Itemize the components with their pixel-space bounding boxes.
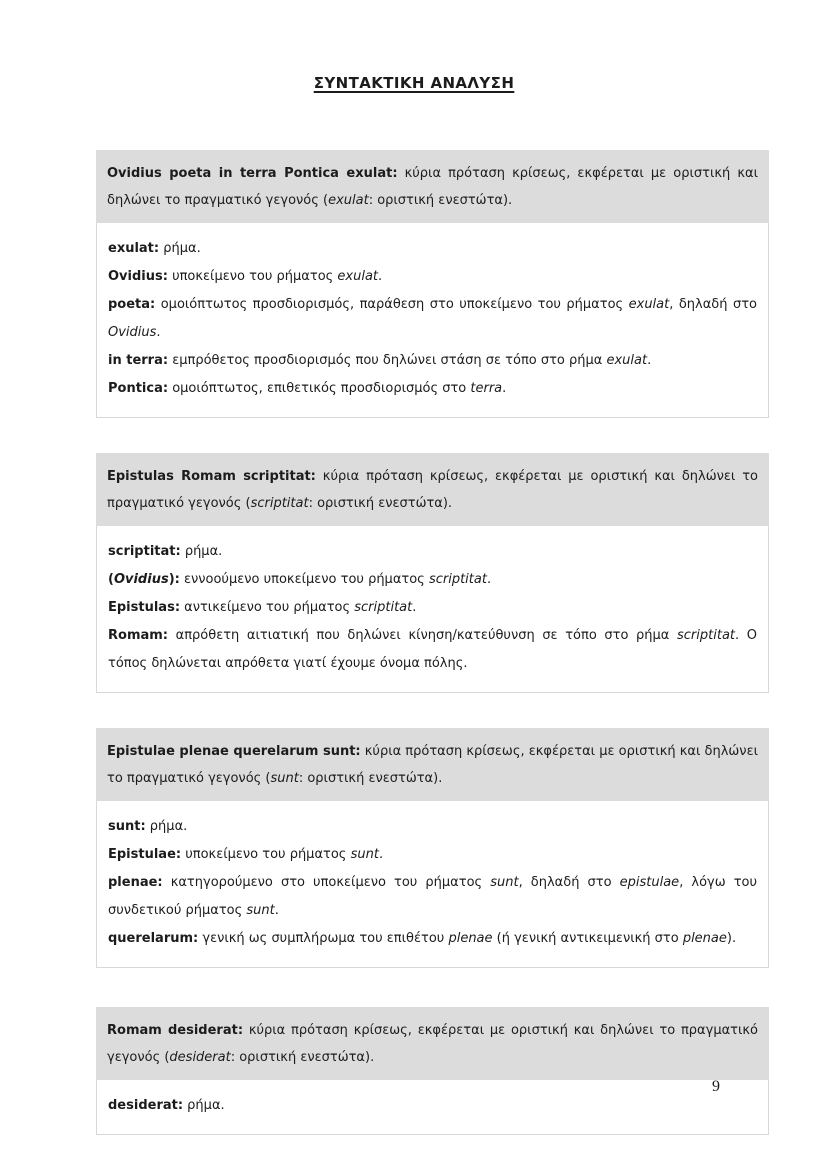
analysis-entry	[108, 594, 757, 622]
text-segment: plenae:	[108, 875, 163, 890]
text-segment: desiderat:	[108, 1098, 184, 1113]
text-segment: exulat	[337, 269, 379, 284]
text-segment: .	[378, 847, 384, 862]
page-title: ΣΥΝΤΑΚΤΙΚΗ ΑΝΑΛΥΣΗ	[313, 74, 515, 92]
text-segment: .	[274, 903, 279, 918]
text-segment: υποκείμενο του ρήματος	[167, 269, 338, 284]
text-segment: sunt:	[108, 819, 146, 834]
text-segment: Epistulae plenae querelarum sunt:	[107, 744, 361, 759]
text-segment: sunt	[350, 847, 379, 862]
text-segment: desiderat	[169, 1050, 231, 1065]
text-segment: sunt	[490, 875, 519, 890]
text-segment: Romam:	[108, 628, 169, 643]
analysis-entry	[108, 235, 757, 263]
text-segment: .	[156, 325, 161, 340]
text-segment: , δηλαδή στο	[518, 875, 620, 890]
text-segment: , δηλαδή στο	[669, 297, 757, 312]
text-segment: : οριστική ενεστώτα).	[298, 771, 443, 786]
text-segment: .	[378, 269, 383, 284]
analysis-entry	[108, 347, 757, 375]
analysis-body-2	[96, 526, 769, 693]
text-segment: κύρια πρόταση κρίσεως, εκφέρεται με οριστική και δηλώνει το πραγματικό γεγονός (	[107, 166, 758, 208]
analysis-blocks	[0, 150, 828, 1135]
analysis-entry	[108, 291, 757, 347]
text-segment: ):	[168, 572, 180, 587]
text-segment: .	[412, 600, 417, 615]
analysis-entry	[108, 263, 757, 291]
text-segment: scriptitat	[428, 572, 487, 587]
text-segment: exulat	[328, 193, 369, 208]
text-segment: querelarum:	[108, 931, 199, 946]
page-number: 9	[712, 1078, 720, 1095]
text-segment: Romam desiderat:	[107, 1023, 244, 1038]
text-segment: Ovidius:	[108, 269, 168, 284]
text-segment: : οριστική ενεστώτα).	[308, 496, 453, 511]
text-segment: plenae	[682, 931, 727, 946]
text-segment: Epistulas:	[108, 600, 181, 615]
text-segment: ομοιόπτωτος, επιθετικός προσδιορισμός στο	[168, 381, 471, 396]
sentence-header-4	[96, 1007, 769, 1080]
analysis-block-2	[96, 453, 769, 693]
text-segment: κατηγορούμενο στο υποκείμενο του ρήματος	[162, 875, 491, 890]
text-segment: ).	[726, 931, 737, 946]
text-segment: Pontica:	[108, 381, 169, 396]
analysis-entry	[108, 813, 757, 841]
analysis-entry	[108, 538, 757, 566]
text-segment: terra	[470, 381, 503, 396]
text-segment: ρήμα.	[183, 1098, 225, 1113]
text-segment: epistulae	[619, 875, 680, 890]
text-segment: scriptitat:	[108, 544, 181, 559]
text-segment: κύρια πρόταση κρίσεως, εκφέρεται με οριστική και δηλώνει το πραγματικό γεγονός (	[107, 1023, 758, 1065]
text-segment: (ή γενική αντικειμενική στο	[492, 931, 683, 946]
text-segment: κύρια πρόταση κρίσεως, εκφέρεται με οριστική και δηλώνει το πραγματικό γεγονός (	[107, 744, 758, 786]
text-segment: Ovidius	[108, 325, 157, 340]
text-segment: , λόγω του συνδετικού ρήματος	[108, 875, 757, 918]
text-segment: εμπρόθετος προσδιορισμός που δηλώνει στάση σε τόπο στο ρήμα	[168, 353, 607, 368]
analysis-block-1	[96, 150, 769, 418]
analysis-block-3	[96, 728, 769, 968]
text-segment: Epistulae:	[108, 847, 182, 862]
text-segment: : οριστική ενεστώτα).	[230, 1050, 375, 1065]
text-segment: .	[486, 572, 492, 587]
analysis-body-3	[96, 801, 769, 968]
text-segment: εννοούμενο υποκείμενο του ρήματος	[179, 572, 429, 587]
text-segment: ομοιόπτωτος προσδιορισμός, παράθεση στο υποκείμενο του ρήματος	[155, 297, 629, 312]
text-segment: .	[647, 353, 652, 368]
analysis-body-1	[96, 223, 769, 418]
analysis-entry	[108, 622, 757, 678]
text-segment: : οριστική ενεστώτα).	[368, 193, 513, 208]
text-segment: αντικείμενο του ρήματος	[180, 600, 355, 615]
text-segment: γενική ως συμπλήρωμα του επιθέτου	[198, 931, 449, 946]
text-segment: απρόθετη αιτιατική που δηλώνει κίνηση/κατεύθυνση σε τόπο στο ρήμα	[168, 628, 678, 643]
text-segment: sunt	[246, 903, 275, 918]
text-segment: υποκείμενο του ρήματος	[181, 847, 351, 862]
text-segment: ρήμα.	[145, 819, 188, 834]
text-segment: scriptitat	[677, 628, 736, 643]
text-segment: κύρια πρόταση κρίσεως, εκφέρεται με οριστική και δηλώνει το πραγματικό γεγονός (	[107, 469, 758, 511]
text-segment: exulat	[606, 353, 648, 368]
sentence-header-1	[96, 150, 769, 223]
analysis-entry	[108, 375, 757, 403]
text-segment: ρήμα.	[180, 544, 223, 559]
text-segment: scriptitat	[250, 496, 309, 511]
text-segment: sunt	[270, 771, 299, 786]
analysis-block-4	[96, 1007, 769, 1135]
text-segment: (	[108, 572, 114, 587]
sentence-header-2	[96, 453, 769, 526]
text-segment: .	[502, 381, 507, 396]
text-segment: exulat	[628, 297, 670, 312]
analysis-entry	[108, 925, 757, 953]
text-segment: . Ο τόπος δηλώνεται απρόθετα γιατί έχουμε όνομα πόλης.	[108, 628, 758, 671]
analysis-entry	[108, 869, 757, 925]
text-segment: exulat:	[108, 241, 160, 256]
text-segment: Ovidius	[113, 572, 169, 587]
analysis-body-4	[96, 1080, 769, 1135]
sentence-header-3	[96, 728, 769, 801]
text-segment: Epistulas Romam scriptitat:	[107, 469, 316, 484]
analysis-entry	[108, 566, 757, 594]
text-segment: plenae	[448, 931, 493, 946]
text-segment: poeta:	[108, 297, 156, 312]
text-segment: ρήμα.	[159, 241, 201, 256]
analysis-entry	[108, 841, 757, 869]
text-segment: Ovidius poeta in terra Pontica exulat:	[107, 166, 398, 181]
text-segment: scriptitat	[354, 600, 413, 615]
analysis-entry	[108, 1092, 757, 1120]
text-segment: in terra:	[108, 353, 169, 368]
